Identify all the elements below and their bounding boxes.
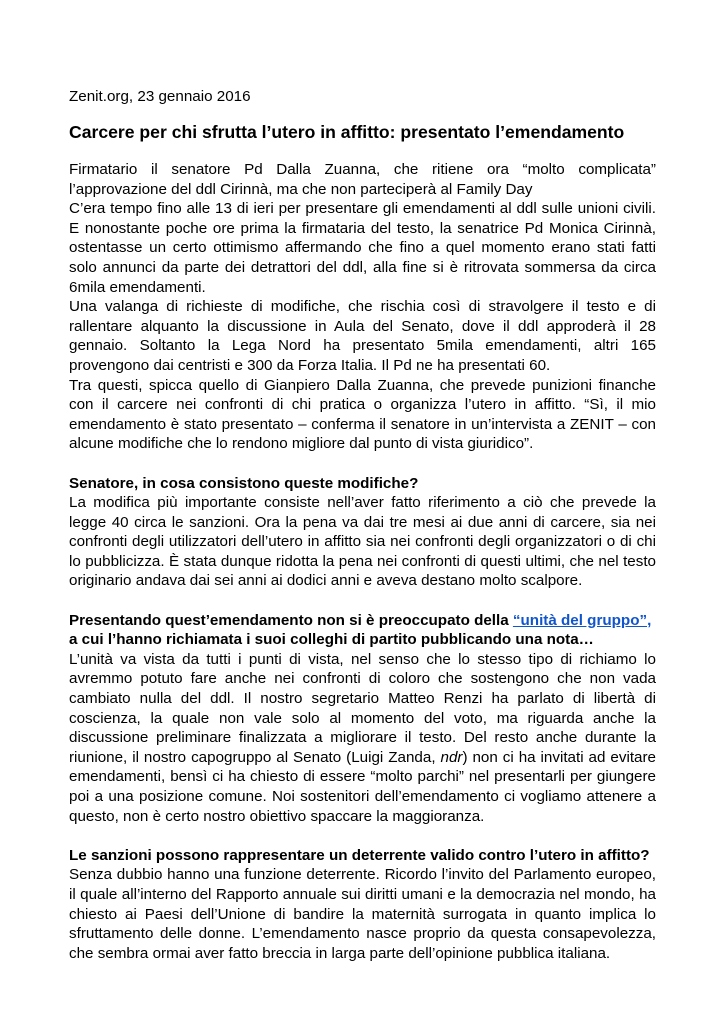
intro-paragraph-3: Tra questi, spicca quello di Gianpiero Dalla Zuanna, che prevede punizioni finanche con il carcere nei confronti di chi pratica o organizza l’utero in affitto. “Sì, il mio emendamento è stato presentato – conferma il senatore in un’intervista a ZENIT – con alcune modifiche che lo rendono migliore dal punto di vista giuridico”. bbox=[69, 376, 656, 453]
answer-3: Senza dubbio hanno una funzione deterrente. Ricordo l’invito del Parlamento europeo, il quale all’interno del Rapporto annuale sui diritti umani e la democrazia nel mondo, ha chiesto ai Paesi dell’Unione di bandire la maternità surrogata in quanto implica lo sfruttamento delle donne. L’emendamento nasce proprio da questa consapevolezza, che sembra ormai aver fatto breccia in larga parte dell’opinione pubblica italiana. bbox=[69, 866, 656, 962]
answer-2-part-2: ) non ci ha invitati ad evitare emendamenti, bensì ci ha chiesto di essere “molto parchi” nel presentarli per giungere poi a una posizione comune. Noi sostenitori dell’emendamento ci vogliamo attenere a questo, non è certo nostro obiettivo spaccare la maggioranza. bbox=[69, 748, 656, 825]
intro-paragraph-1: C’era tempo fino alle 13 di ieri per presentare gli emendamenti al ddl sulle unioni civili. E nonostante poche ore prima la firmataria del testo, la senatrice Pd Monica Cirinnà, ostentasse un certo ottimismo affermando che fino a quel momento erano stati fatti solo annunci da parte dei detrattori del ddl, alla fine si è ritrovata sommersa da circa 6mila emendamenti. bbox=[69, 200, 656, 296]
answer-1: La modifica più importante consiste nell’aver fatto riferimento a ciò che prevede la legge 40 circa le sanzioni. Ora la pena va dai tre mesi ai due anni di carcere, sia nei confronti degli utilizzatori dell’utero in affitto sia nei confronti degli organizzatori o di chi lo pubblicizza. È stata dunque ridotta la pena nei confronti di questi ultimi, che nel testo originario andava dai sei anni ai dodici anni e aveva destano molto scalpore. bbox=[69, 494, 656, 590]
article-title: Carcere per chi sfrutta l’utero in affitto: presentato l’emendamento bbox=[69, 122, 625, 142]
ndr-note: ndr bbox=[440, 748, 463, 766]
intro-paragraph-2: Una valanga di richieste di modifiche, che rischia così di stravolgere il testo e di rallentare alquanto la discussione in Aula del Senato, dove il ddl approderà il 28 gennaio. Soltanto la Lega Nord ha presentato 5mila emendamenti, altri 165 provengono dai centristi e 300 da Forza Italia. Il Pd ne ha presentati 60. bbox=[69, 298, 656, 374]
article-body bbox=[69, 160, 656, 963]
answer-2 bbox=[69, 650, 656, 826]
lead-paragraph: Firmatario il senatore Pd Dalla Zuanna, che ritiene ora “molto complicata” l’approvazione del ddl Cirinnà, ma che non parteciperà al Family Day bbox=[69, 161, 656, 198]
question-1: Senatore, in cosa consistono queste modifiche? bbox=[69, 474, 419, 492]
question-2-text-before: Presentando quest’emendamento non si è preoccupato della bbox=[69, 611, 513, 629]
answer-2-part-1: L’unità va vista da tutti i punti di vista, nel senso che lo stesso tipo di richiamo lo avremmo potuto fare anche nei confronti di coloro che sostengono che non vada cambiato nulla del ddl. Il nostro segretario Matteo Renzi ha parlato di libertà di coscienza, la quale non vale solo al momento del voto, ma riguarda anche la discussione preliminare finalizzata a migliorare il testo. Del resto anche durante la riunione, il nostro capogruppo al Senato (Luigi Zanda, bbox=[69, 650, 656, 766]
question-3: Le sanzioni possono rappresentare un deterrente valido contro l’utero in affitto? bbox=[69, 846, 650, 864]
date-line: Zenit.org, 23 gennaio 2016 bbox=[69, 88, 251, 105]
unita-del-gruppo-link[interactable]: “unità del gruppo”, bbox=[512, 611, 652, 629]
question-2 bbox=[69, 611, 656, 650]
question-2-text-after: a cui l’hanno richiamata i suoi colleghi di partito pubblicando una nota… bbox=[69, 631, 594, 649]
